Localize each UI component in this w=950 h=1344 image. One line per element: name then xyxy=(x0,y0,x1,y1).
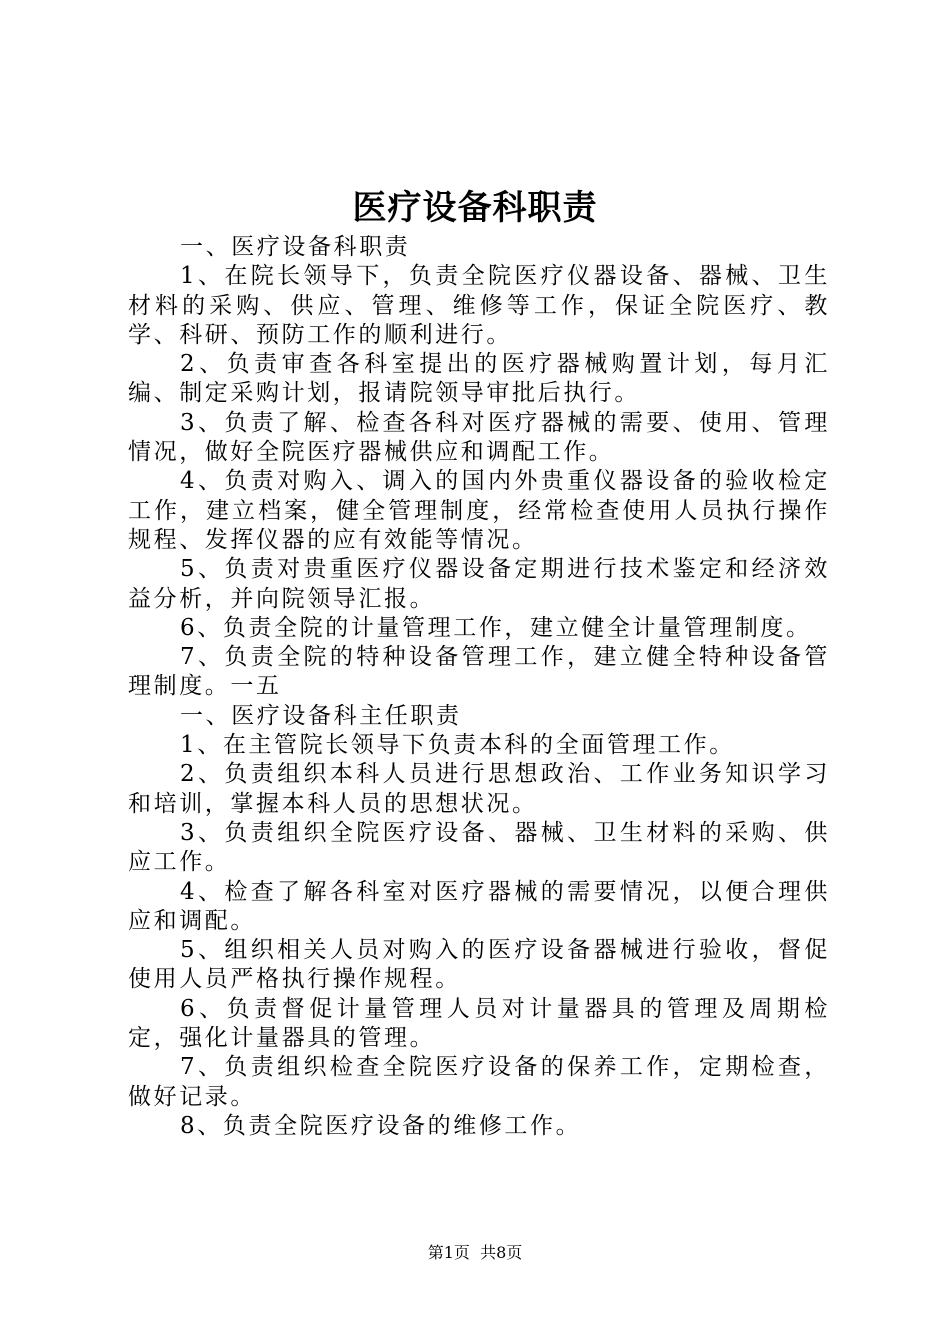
section-heading-duties: 一、医疗设备科职责 xyxy=(180,234,411,260)
paragraph: 4、负责对购入、调入的国内外贵重仪器设备的验收检定工作，建立档案，健全管理制度，经常检查使用人员执行操作规程、发挥仪器的应有效能等情况。 xyxy=(128,468,830,553)
paragraph: 5、负责对贵重医疗仪器设备定期进行技术鉴定和经济效益分析，并向院领导汇报。 xyxy=(128,556,830,612)
paragraph: 8、负责全院医疗设备的维修工作。 xyxy=(180,1112,582,1139)
paragraph: 2、负责审查各科室提出的医疗器械购置计划，每月汇编、制定采购计划，报请院领导审批后执行。 xyxy=(128,351,830,407)
paragraph: 7、负责全院的特种设备管理工作，建立健全特种设备管理制度。一五 xyxy=(128,644,830,700)
paragraph: 1、在主管院长领导下负责本科的全面管理工作。 xyxy=(180,732,735,759)
paragraph: 6、负责督促计量管理人员对计量器具的管理及周期检定，强化计量器具的管理。 xyxy=(128,995,830,1052)
page-title: 医疗设备科职责 xyxy=(352,188,598,228)
paragraph: 5、组织相关人员对购入的医疗设备器械进行验收，督促使用人员严格执行操作规程。 xyxy=(128,937,830,993)
section-heading-director-duties: 一、医疗设备科主任职责 xyxy=(180,702,462,729)
paragraph: 6、负责全院的计量管理工作，建立健全计量管理制度。 xyxy=(180,614,812,641)
paragraph: 3、负责了解、检查各科对医疗器械的需要、使用、管理情况，做好全院医疗器械供应和调配工作。 xyxy=(128,409,830,466)
paragraph: 4、检查了解各科室对医疗器械的需要情况，以便合理供应和调配。 xyxy=(128,878,830,934)
page-number-footer: 第1页 共8页 xyxy=(427,1243,523,1262)
paragraph: 1、在院长领导下，负责全院医疗仪器设备、器械、卫生材料的采购、供应、管理、维修等工作，保证全院医疗、教学、科研、预防工作的顺利进行。 xyxy=(128,263,830,348)
document-body xyxy=(128,233,830,1141)
paragraph: 2、负责组织本科人员进行思想政治、工作业务知识学习和培训，掌握本科人员的思想状况。 xyxy=(128,761,830,817)
paragraph: 3、负责组织全院医疗设备、器械、卫生材料的采购、供应工作。 xyxy=(128,819,830,876)
paragraph: 7、负责组织检查全院医疗设备的保养工作，定期检查，做好记录。 xyxy=(128,1054,830,1110)
